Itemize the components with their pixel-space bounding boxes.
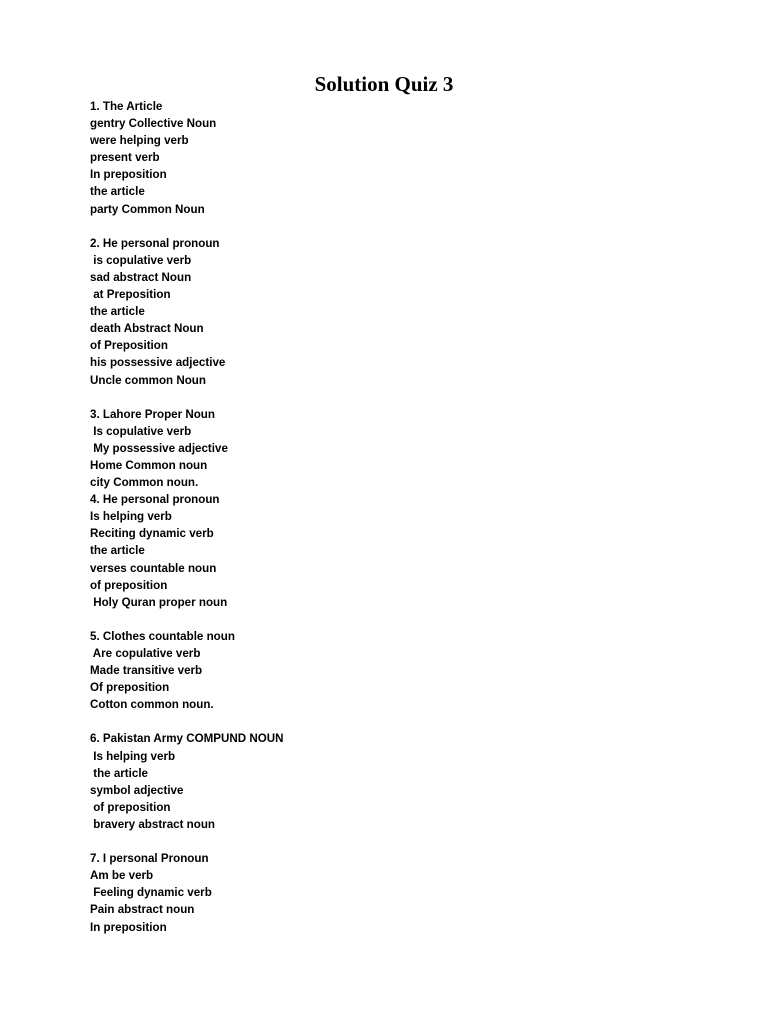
text-line: 3. Lahore Proper Noun <box>90 407 215 421</box>
text-line: 1. The Article <box>90 100 163 113</box>
blank-line <box>90 713 690 730</box>
text-line: 4. He personal pronoun <box>90 493 220 507</box>
text-line: My possessive adjective <box>90 441 228 455</box>
text-line: of Preposition <box>90 339 168 353</box>
text-line: symbol adjective <box>90 783 184 797</box>
text-line: the article <box>90 766 148 780</box>
text-line: the article <box>90 544 145 558</box>
text-line: is copulative verb <box>90 253 192 267</box>
text-line: party Common Noun <box>90 202 205 216</box>
text-line: present verb <box>90 151 160 165</box>
blank-line <box>90 611 690 628</box>
text-line: Is helping verb <box>90 510 172 524</box>
text-line: city Common noun. <box>90 476 199 490</box>
text-line: the article <box>90 305 145 319</box>
text-line: of preposition <box>90 800 171 814</box>
text-line: 5. Clothes countable noun <box>90 629 235 643</box>
blank-line <box>90 389 690 406</box>
text-line: Made transitive verb <box>90 664 203 678</box>
text-line: In preposition <box>90 920 167 934</box>
text-line: Is helping verb <box>90 749 176 763</box>
text-line: verses countable noun <box>90 561 217 575</box>
blank-line <box>90 833 690 850</box>
text-line: 7. I personal Pronoun <box>90 852 209 866</box>
text-line: were helping verb <box>90 134 189 148</box>
blank-line <box>90 218 690 235</box>
text-line: death Abstract Noun <box>90 322 204 336</box>
text-line: his possessive adjective <box>90 356 226 370</box>
text-line: bravery abstract noun <box>90 817 215 831</box>
text-line: Reciting dynamic verb <box>90 527 214 541</box>
text-line: 6. Pakistan Army COMPUND NOUN <box>90 732 284 746</box>
text-line: Holy Quran proper noun <box>90 595 228 609</box>
text-line: In preposition <box>90 168 167 182</box>
text-line: sad abstract Noun <box>90 270 192 284</box>
text-line: Uncle common Noun <box>90 373 206 387</box>
page-title: Solution Quiz 3 <box>314 72 454 96</box>
document-body <box>90 98 690 936</box>
text-line: Is copulative verb <box>90 424 192 438</box>
text-line: Are copulative verb <box>90 647 201 660</box>
text-line: 2. He personal pronoun <box>90 236 220 250</box>
text-line: of preposition <box>90 578 168 592</box>
text-line: Am be verb <box>90 869 154 883</box>
text-line: Pain abstract noun <box>90 903 195 917</box>
text-line: Cotton common noun. <box>90 698 214 712</box>
text-line: Of preposition <box>90 681 170 695</box>
text-line: Home Common noun <box>90 458 208 472</box>
text-line: gentry Collective Noun <box>90 117 217 131</box>
text-line: at Preposition <box>90 288 171 302</box>
text-line: the article <box>90 185 145 199</box>
text-line: Feeling dynamic verb <box>90 886 212 900</box>
